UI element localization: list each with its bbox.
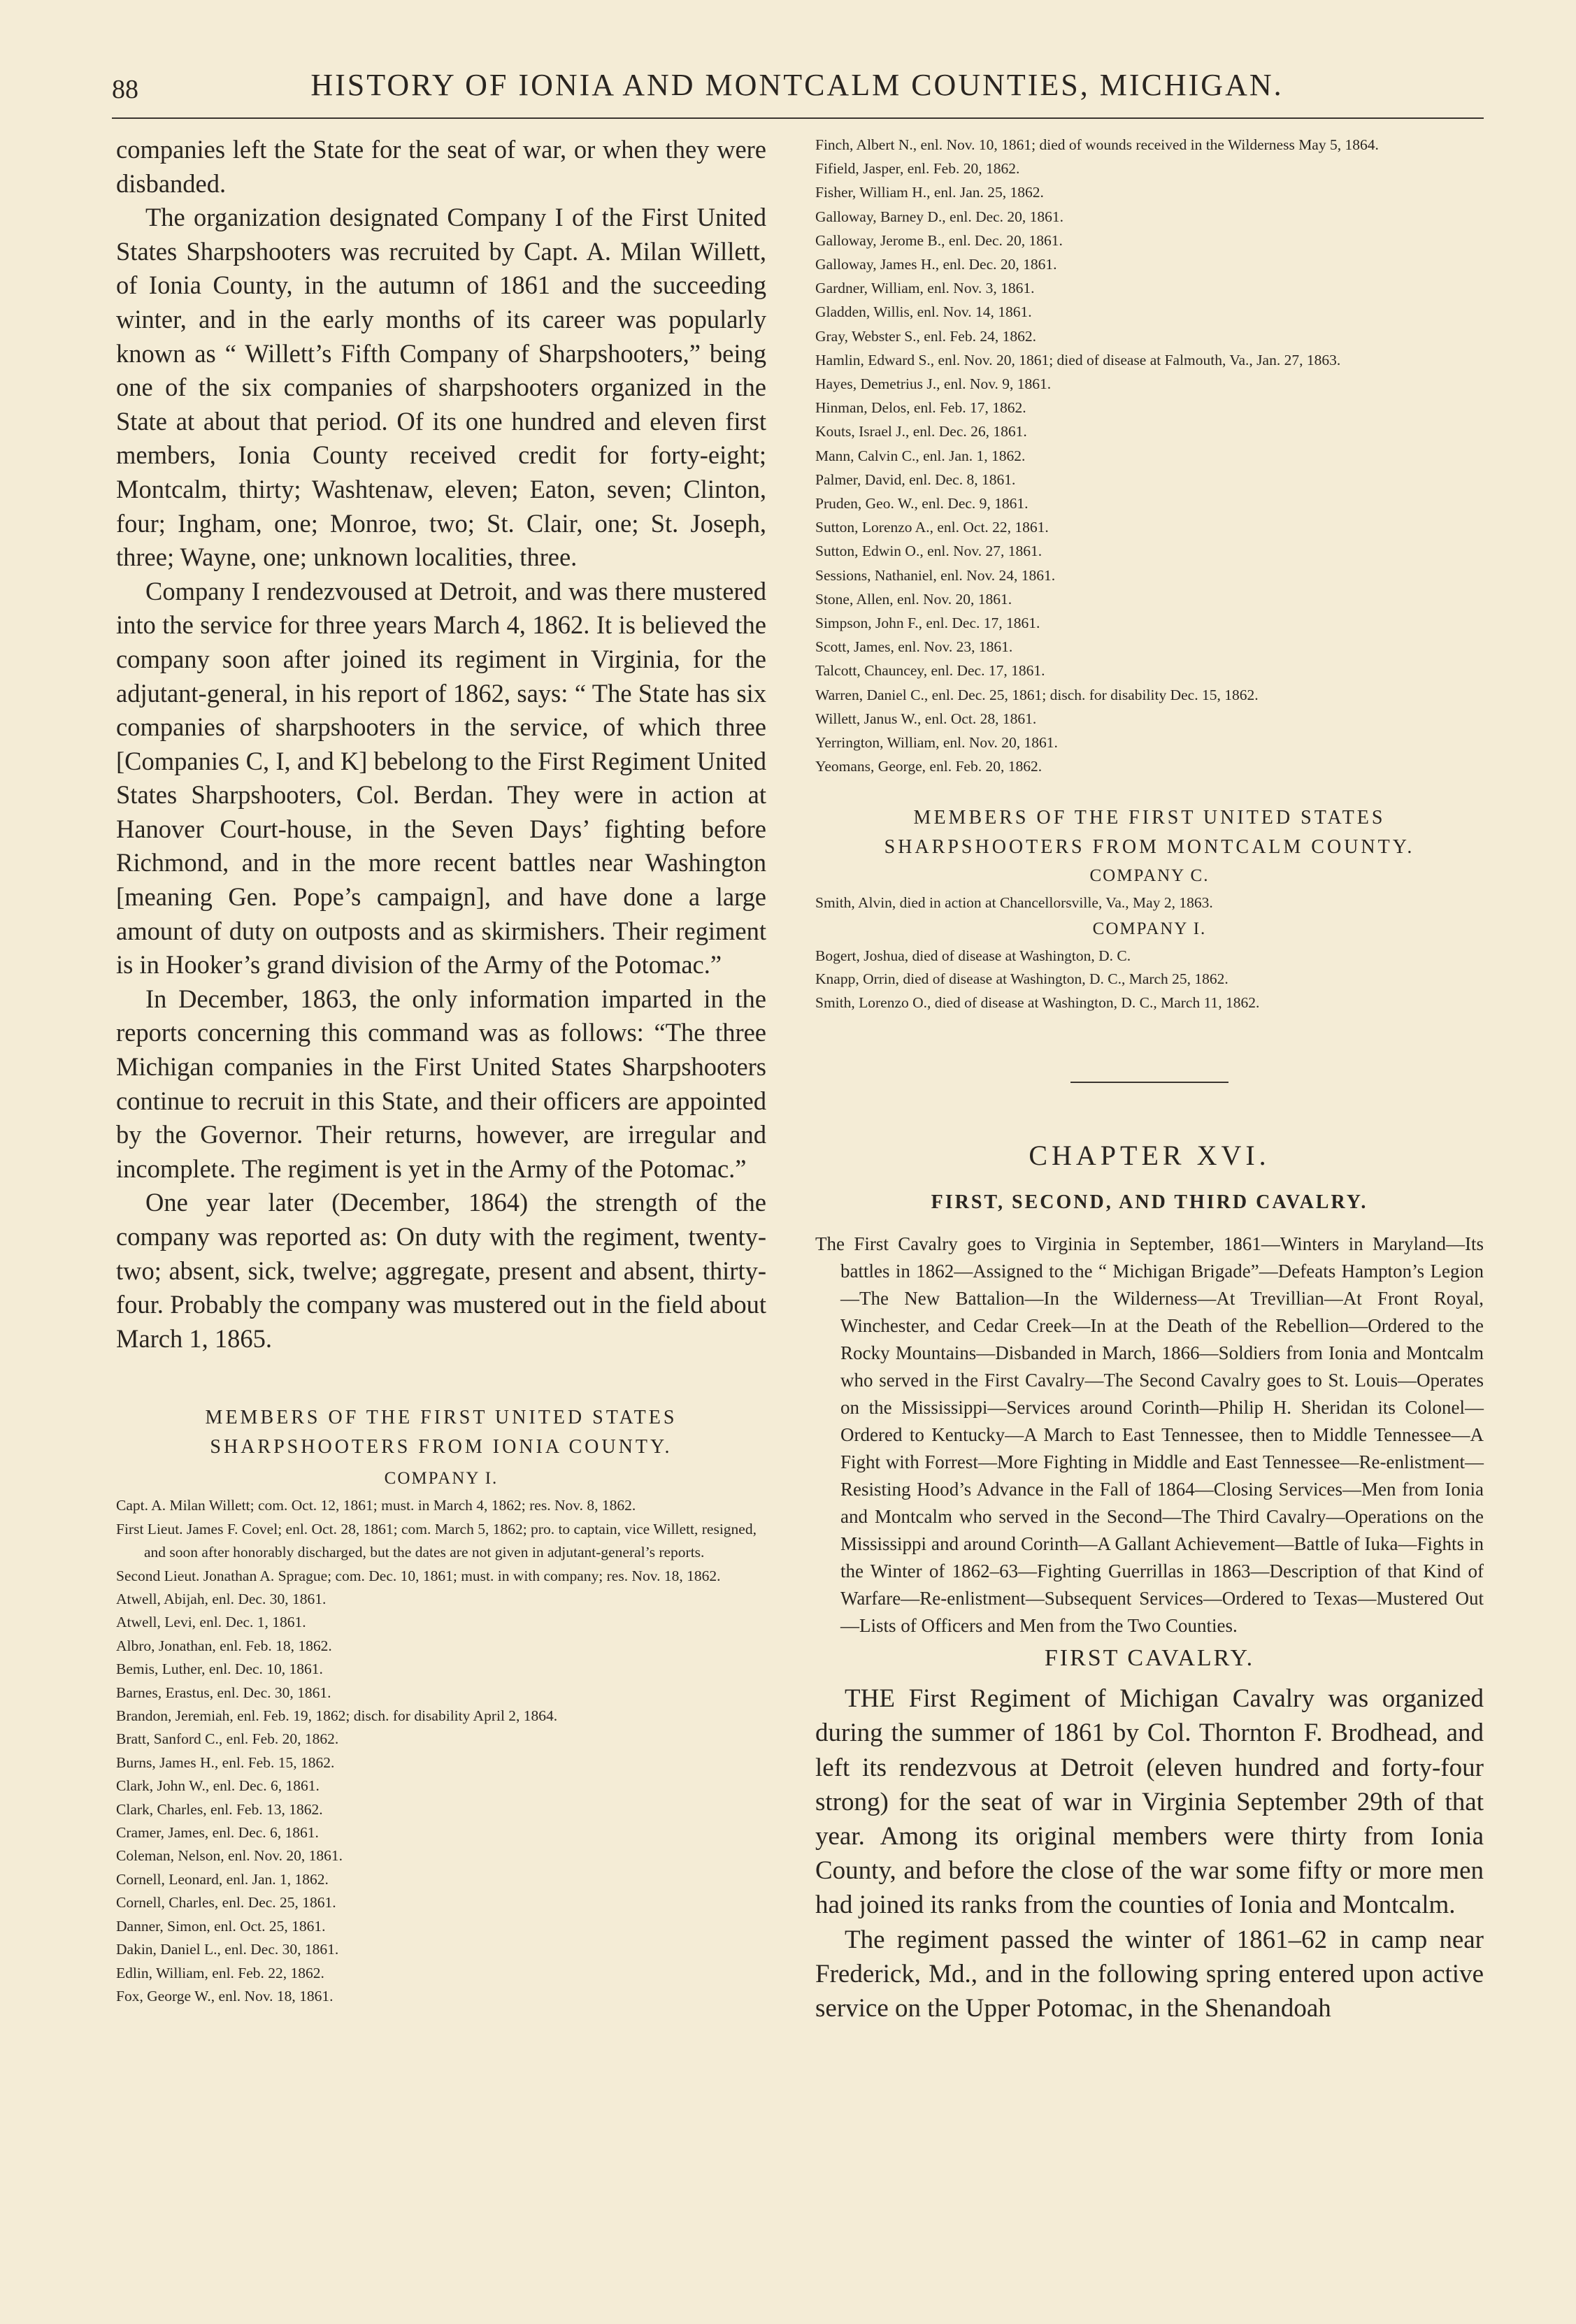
paragraph: One year later (December, 1864) the strength of the company was reported as: On duty with the regiment, twenty-two; absent, sick, twelve; aggregate, present and absent, thirty-four. Probably the company was mustered out in the field about March 1, 1865.: [116, 1188, 766, 1353]
roster-entry: Danner, Simon, enl. Oct. 25, 1861.: [116, 1917, 326, 1935]
roster-entry: Fifield, Jasper, enl. Feb. 20, 1862.: [815, 160, 1020, 178]
roster-list: [815, 133, 1484, 778]
roster-entry: Galloway, James H., enl. Dec. 20, 1861.: [815, 256, 1057, 273]
roster-entry: Finch, Albert N., enl. Nov. 10, 1861; died of wounds received in the Wilderness May 5, 1864.: [815, 136, 1379, 153]
roster-entry: Warren, Daniel C., enl. Dec. 25, 1861; disch. for disability Dec. 15, 1862.: [815, 686, 1259, 703]
chapter-divider: [1070, 1082, 1228, 1083]
roster-entry: Clark, Charles, enl. Feb. 13, 1862.: [116, 1800, 323, 1818]
paragraph: The regiment passed the winter of 1861–62 in camp near Frederick, Md., and in the following spring entered upon active service on the Upper Potomac, in the Shenandoah: [815, 1925, 1484, 2023]
roster-entry: Edlin, William, enl. Feb. 22, 1862.: [116, 1964, 324, 1981]
roster-entry: Atwell, Abijah, enl. Dec. 30, 1861.: [116, 1591, 327, 1607]
roster-entry: Pruden, Geo. W., enl. Dec. 9, 1861.: [815, 495, 1029, 512]
company-heading: COMPANY I.: [384, 1469, 499, 1489]
roster-entry: Sessions, Nathaniel, enl. Nov. 24, 1861.: [815, 566, 1056, 584]
roster-entry: Bemis, Luther, enl. Dec. 10, 1861.: [116, 1660, 323, 1678]
roster-entry: Yerrington, William, enl. Nov. 20, 1861.: [815, 734, 1058, 752]
roster-entry: Capt. A. Milan Willett; com. Oct. 12, 1861; must. in March 4, 1862; res. Nov. 8, 1862.: [116, 1497, 636, 1514]
roster-entry: Yeomans, George, enl. Feb. 20, 1862.: [815, 758, 1043, 775]
roster-entry: Galloway, Jerome B., enl. Dec. 20, 1861.: [815, 231, 1063, 249]
header-rule: [112, 117, 1484, 119]
roster-list: [815, 945, 1484, 1014]
paragraph: In December, 1863, the only information imparted in the reports concerning this command was as follows: “The three Michigan companies in the First United States Sharpshooters continue to recruit in this State, and their officers are appointed by the Governor. Their returns, however, are irregular and incomplete. The regiment is yet in the Army of the Potomac.”: [116, 984, 766, 1183]
paragraph: The organization designated Company I of the First United States Sharpshooters was recruited by Capt. A. Milan Willett, of Ionia County, in the autumn of 1861 and the succeeding winter, and in the early months of its career was popularly known as “ Willett’s Fifth Company of Sharpshooters,” being one of the six companies of sharpshooters organized in the State at about that period. Of its one hundred and eleven first members, Ionia County received credit for forty-eight; Montcalm, thirty; Washtenaw, eleven; Eaton, seven; Clinton, four; Ingham, one; Monroe, two; St. Clair, one; St. Joseph, three; Wayne, one; unknown localities, three.: [116, 203, 766, 572]
roster-entry: Coleman, Nelson, enl. Nov. 20, 1861.: [116, 1847, 343, 1865]
roster-entry: Cramer, James, enl. Dec. 6, 1861.: [116, 1824, 319, 1842]
roster-entry: Hinman, Delos, enl. Feb. 17, 1862.: [815, 399, 1026, 417]
roster-entry: Clark, John W., enl. Dec. 6, 1861.: [116, 1777, 320, 1795]
right-column: [815, 133, 1484, 2025]
roster-entry: Galloway, Barney D., enl. Dec. 20, 1861.: [815, 208, 1064, 225]
roster-entry: Sutton, Lorenzo A., enl. Oct. 22, 1861.: [815, 519, 1049, 536]
roster-entry: Hayes, Demetrius J., enl. Nov. 9, 1861.: [815, 375, 1052, 393]
roster-entry: Fisher, William H., enl. Jan. 25, 1862.: [815, 184, 1044, 201]
roster-entry: Burns, James H., enl. Feb. 15, 1862.: [116, 1753, 335, 1771]
roster-entry: Knapp, Orrin, died of disease at Washington, D. C., March 25, 1862.: [815, 970, 1228, 988]
roster-entry: Stone, Allen, enl. Nov. 20, 1861.: [815, 590, 1012, 608]
roster-list: [815, 891, 1484, 914]
company-heading: COMPANY I.: [1092, 919, 1207, 938]
roster-entry: Simpson, John F., enl. Dec. 17, 1861.: [815, 615, 1040, 632]
paragraph: Company I rendezvoused at Detroit, and was there mustered into the service for three years March 4, 1862. It is believed the company soon after joined its regiment in Virginia, for the adjutant-general, in his report of 1862, says: “ The State has six companies of sharpshooters in the service, of which three [Companies C, I, and K] bebelong to the First Regiment United States Sharpshooters, Col. Berdan. They were in action at Hanover Court-house, in the Seven Days’ fighting before Richmond, and in the more recent battles near Washington [meaning Gen. Pope’s campaign], and have done a large amount of duty on outposts and as skirmishers. Their regiment is in Hooker’s grand division of the Army of the Potomac.”: [116, 576, 766, 980]
roster-entry: Brandon, Jeremiah, enl. Feb. 19, 1862; disch. for disability April 2, 1864.: [116, 1707, 558, 1725]
roster-entry: Smith, Alvin, died in action at Chancellorsville, Va., May 2, 1863.: [815, 894, 1213, 912]
roster-entry: Bogert, Joshua, died of disease at Washington, D. C.: [815, 947, 1131, 964]
roster-entry: Albro, Jonathan, enl. Feb. 18, 1862.: [116, 1637, 332, 1654]
roster-entry: Barnes, Erastus, enl. Dec. 30, 1861.: [116, 1684, 331, 1701]
paragraph: companies left the State for the seat of war, or when they were disbanded.: [116, 135, 766, 198]
chapter-synopsis: The First Cavalry goes to Virginia in September, 1861—Winters in Maryland—Its battles in 1862—Assigned to the “ Michigan Brigade”—Defeats Hampton’s Legion—The New Battalion—In the Wilderness—At Trevillian—At Front Royal, Winchester, and Cedar Creek—In at the Death of the Rebellion—Ordered to the Rocky Mountains—Disbanded in March, 1866—Soldiers from Ionia and Montcalm who served in the First Cavalry—The Second Cavalry goes to St. Louis—Operates on the Mississippi—Services around Corinth—Philip H. Sheridan its Colonel—Ordered to Kentucky—A March to East Tennessee, then to Middle Tennessee—A Fight with Forrest—More Fighting in Middle and East Tennessee—Re-enlistment—Resisting Hood’s Advance in the Fall of 1864—Closing Services—Men from Ionia and Montcalm who served in the Second—The Third Cavalry—Operations on the Mississippi and around Corinth—A Gallant Achievement—Battle of Iuka—Fights in the Winter of 1862–63—Fighting Guerrillas in 1863—Description of that Kind of Warfare—Re-enlistment—Subsequent Services—Ordered to Texas—Mustered Out—Lists of Officers and Men from the Two Counties.: [815, 1233, 1484, 1637]
section-title: MEMBERS OF THE FIRST UNITED STATES SHARPSHOOTERS FROM MONTCALM COUNTY.: [884, 807, 1415, 859]
page-number: 88: [112, 75, 138, 104]
roster-entry: Talcott, Chauncey, enl. Dec. 17, 1861.: [815, 662, 1045, 680]
roster-list: [116, 1494, 766, 2008]
roster-entry: Cornell, Leonard, enl. Jan. 1, 1862.: [116, 1870, 329, 1888]
roster-entry: Mann, Calvin C., enl. Jan. 1, 1862.: [815, 447, 1026, 464]
roster-entry: Willett, Janus W., enl. Oct. 28, 1861.: [815, 710, 1037, 727]
roster-entry: Fox, George W., enl. Nov. 18, 1861.: [116, 1987, 334, 2004]
paragraph: THE First Regiment of Michigan Cavalry was organized during the summer of 1861 by Col. Thornton F. Brodhead, and left its rendezvous at Detroit (eleven hundred and forty-four strong) for the seat of war in Virginia September 29th of that year. Among its original members were thirty from Ionia County, and before the close of the war some fifty or more men had joined its ranks from the counties of Ionia and Montcalm.: [815, 1684, 1484, 1920]
roster-entry: Smith, Lorenzo O., died of disease at Washington, D. C., March 11, 1862.: [815, 994, 1260, 1011]
roster-entry: Dakin, Daniel L., enl. Dec. 30, 1861.: [116, 1941, 339, 1958]
company-heading: COMPANY C.: [1089, 866, 1210, 886]
roster-entry: Second Lieut. Jonathan A. Sprague; com. Dec. 10, 1861; must. in with company; res. Nov. 18, 1862.: [116, 1567, 721, 1584]
roster-entry: Hamlin, Edward S., enl. Nov. 20, 1861; died of disease at Falmouth, Va., Jan. 27, 1863.: [815, 351, 1341, 368]
roster-entry: Cornell, Charles, enl. Dec. 25, 1861.: [116, 1894, 336, 1911]
section-title: MEMBERS OF THE FIRST UNITED STATES SHARPSHOOTERS FROM IONIA COUNTY.: [205, 1407, 678, 1458]
roster-entry: Atwell, Levi, enl. Dec. 1, 1861.: [116, 1614, 306, 1631]
roster-entry: Gardner, William, enl. Nov. 3, 1861.: [815, 280, 1035, 297]
roster-entry: Kouts, Israel J., enl. Dec. 26, 1861.: [815, 423, 1027, 440]
page-header: [112, 67, 1482, 109]
roster-entry: Bratt, Sanford C., enl. Feb. 20, 1862.: [116, 1730, 339, 1748]
roster-entry: Gray, Webster S., enl. Feb. 24, 1862.: [815, 327, 1036, 345]
roster-entry: Gladden, Willis, enl. Nov. 14, 1861.: [815, 303, 1032, 321]
roster-entry: Scott, James, enl. Nov. 23, 1861.: [815, 638, 1013, 656]
roster-entry: First Lieut. James F. Covel; enl. Oct. 28, 1861; com. March 5, 1862; pro. to captain, vice Willett, resigned, and soon after honorably discharged, but the dates are not given in adjutant-general’s reports.: [116, 1520, 757, 1561]
roster-entry: Palmer, David, enl. Dec. 8, 1861.: [815, 471, 1016, 488]
section-subhead: FIRST CAVALRY.: [1044, 1645, 1255, 1672]
chapter-subtitle: FIRST, SECOND, AND THIRD CAVALRY.: [931, 1191, 1368, 1214]
chapter-title: CHAPTER XVI.: [1029, 1140, 1270, 1172]
page-title: HISTORY OF IONIA AND MONTCALM COUNTIES, MICHIGAN.: [310, 68, 1284, 102]
roster-entry: Sutton, Edwin O., enl. Nov. 27, 1861.: [815, 543, 1043, 560]
left-column: [116, 133, 766, 2008]
